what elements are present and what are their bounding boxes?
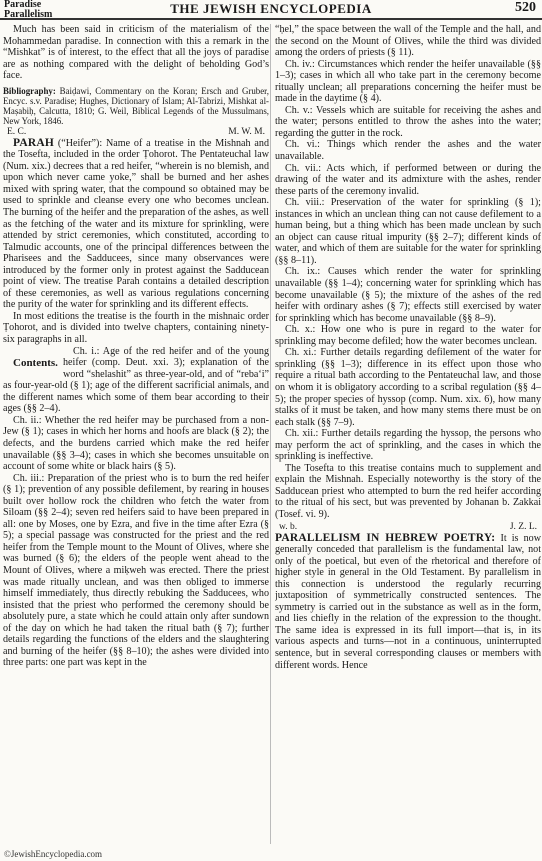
chapter-8 — [275, 197, 541, 266]
chapter-11-text: Further details regarding defilement of the water for sprinkling (§§ 1–3); difference in its effect upon those who require a ritual bath according to the Pentateuchal law, and those on whom it is obligatory according to a scribal regulation (§§ 4–5); the proper species of hyssop (comp. Num. xix. 6), how many stalks of it must be taken, and how many stems there must be on each stalk (§§ 7–9). — [275, 347, 541, 428]
chapter-4-label: Ch. iv.: — [285, 58, 315, 70]
chapter-7-label: Ch. vii.: — [285, 162, 322, 174]
chapter-6-text: Things which render the ashes and the water unavailable. — [275, 139, 541, 163]
bibliography-label: Bibliography: — [3, 85, 56, 96]
chapter-11-label: Ch. xi.: — [285, 347, 317, 359]
page-number: 520 — [515, 0, 536, 15]
chapter-4 — [275, 59, 541, 105]
signature-left: w. b. — [279, 521, 298, 532]
chapter-2 — [3, 415, 269, 473]
chapter-9 — [275, 266, 541, 324]
chapter-7 — [275, 163, 541, 198]
parah-intro — [3, 138, 269, 311]
chapter-12 — [275, 428, 541, 463]
header-rule — [0, 18, 542, 20]
chapter-3 — [3, 473, 269, 669]
publication-title: THE JEWISH ENCYCLOPEDIA — [170, 1, 372, 16]
left-column — [3, 24, 269, 844]
chapter-10-text: How one who is pure in regard to the water for sprinkling may become defiled; how the water becomes unclean. — [275, 324, 541, 347]
chapter-9-label: Ch. ix.: — [285, 266, 321, 278]
chapter-5 — [275, 105, 541, 140]
chapter-5-text: Vessels which are suitable for receiving the ashes and the water; persons entitled to throw the ashes into the water; regarding the gutter in the rock. — [275, 104, 541, 139]
chapter-12-text: Further details regarding the hyssop, the persons who may perform the act of sprinkling, and the cases in which the sprinkling is ineffective. — [275, 428, 541, 463]
chapter-12-label: Ch. xii.: — [285, 428, 319, 440]
parallelism-intro — [275, 533, 541, 672]
chapter-3-text: Preparation of the priest who is to burn the red heifer (§ 1); prevention of any possible defilement, by rearing in houses built over hollow rock the children who fetch the water from Siloam (§§ 2–4); seven red heifers said to have been prepared in all: one by Moses, one by Ezra, and five in the time after Ezra (§ 5); a special passage was constructed for the priest and the red heifer from the Temple mount to the Mount of Olives, where she was burned (§ 6); the elders of the people went ahead to the Mount of Olives, where a miḳweh was erected. There the priest was made ritually unclean, and was then obliged to immerse himself immediately, thus directly rebuking the Sadducees, who insisted that the priest who performed the ceremony should be absolutely pure, a state which he could attain only after sundown of the day on which he had taken the ritual bath (§ 7); further details regarding the functions of the elders and the slaughtering and burning of the heifer (§§ 8–10); the ashes were divided into three parts: one part was kept in the — [3, 472, 269, 669]
running-head-second: Parallelism — [4, 9, 53, 20]
chapter-8-text: Preservation of the water for sprinkling (§ 1); instances in which an unclean thing can not cause defilement to a human being, but a thing which has been made unclean by such an object can cause ritual impurity (§§ 2–7); different kinds of water, and which of them are suitable for the water for sprinkling (§§ 8–11). — [275, 197, 541, 266]
running-head-first: Paradise — [4, 0, 42, 10]
chapter-7-text: Acts which, if performed between or during the drawing of the water and its admixture with the ashes, render these parts of the ceremony invalid. — [275, 162, 541, 197]
parah-headword: PARAH — [13, 136, 55, 149]
right-column — [275, 24, 541, 844]
copyright-watermark: ©JewishEncyclopedia.com — [4, 849, 103, 859]
chapter-1-label: Ch. i.: — [73, 345, 100, 357]
chapter-6-label: Ch. vi.: — [285, 139, 320, 151]
column-divider — [270, 24, 271, 844]
chapter-9-text: Causes which render the water for sprinkling unavailable (§§ 1–4); concerning water for sprinkling which has become unavailable (§ 5); the mixture of the ashes of the red heifer with ordinary ashes (§ 7); effects still exercised by water for sprinkling which has become unavailable (§§ 8–9). — [275, 266, 541, 324]
chapter-5-label: Ch. v.: — [285, 104, 313, 116]
parah-body: (“Heifer”): Name of a treatise in the Mishnah and the Tosefta, included in the order Ṭohorot. The Pentateuchal law (Num. xix.) decrees that a red heifer, “wherein is no blemish, and upon which never came yoke,” shall be burned and her ashes mixed with spring water, that the compound so obtained may be used to sprinkle and cleanse every one who becomes unclean. The burning of the heifer and the preparation of the ashes, as well as the fetching of the water and its mixture for sprinkling, were attended by strict ceremonies, which constituted, according to Talmudic accounts, one of the principal differences between the Pharisees and the Sadducees, since many observances were introduced by the former only in protest against the Sadducean point of view. The treatise Parah contains a detailed description of these ceremonies, as well as various regulations concerning the purity of the water for sprinkling and its different effects. — [3, 137, 269, 311]
signature-right: J. Z. L. — [509, 521, 537, 532]
contents-sidehead: Contents. — [13, 356, 58, 369]
chapter-10 — [275, 324, 541, 347]
parah-order-paragraph: In most editions the treatise is the fourth in the mishnaic order Ṭohorot, and is divided into twelve chapters, containing ninety-six paragraphs in all. — [3, 310, 269, 346]
signature-left: E. C. — [7, 126, 27, 137]
chapter-1-text: Age of the red heifer and of the young heifer (comp. Deut. xxi. 3); explanation of the word “shelashit” as three-year-old, and of “reba‘i” as four-year-old (§ 1); age of the different sacrificial animals, and the different names which some of them bear according to their ages (§§ 2–4). — [3, 345, 269, 415]
chapter-2-label: Ch. ii.: — [13, 414, 42, 426]
chapter-1 — [3, 346, 269, 415]
paradise-closing-paragraph: Much has been said in criticism of the materialism of the Mohammedan paradise. In connection with this a remark in the “Mishkat” is of interest, to the effect that all the joys of paradise are as nothing compared with the delight of beholding God’s face. — [3, 24, 269, 82]
bibliography — [3, 86, 269, 126]
chapter-11 — [275, 347, 541, 428]
bibliography-text: Baiḍawi, Commentary on the Koran; Ersch and Gruber, Encyc. s.v. Paradise; Hughes, Dictionary of Islam; Al-Tabrizi, Mishkat al-Maṣabiḥ, Calcutta, 1810; G. Weil, Biblical Legends of the Mussulmans, New York, 1846. — [3, 85, 269, 126]
chapter-4-text: Circumstances which render the heifer unavailable (§§ 1–3); cases in which all who take part in the ceremony become ritually unclean; all preparations concerning the heifer must be made in the daytime (§ 4). — [275, 58, 541, 105]
chapter-2-text: Whether the red heifer may be purchased from a non-Jew (§ 1); cases in which her horns and hoofs are black (§ 2); the defects, and the burdens carried which make the red heifer unavailable (§§ 3–4); cases in which she becomes unsuitable on account of some white or black hairs (§ 5). — [3, 414, 269, 473]
parallelism-body: It is now generally conceded that parallelism is the fundamental law, not only of the poetical, but even of the rhetorical and therefore of higher style in general in the Old Testament. By parallelism in this connection is understood the regularly recurring juxtaposition of symmetrically constructed sentences. The symmetry is carried out in the substance as well as in the form, and lies chiefly in the relation of the expression to the thought. The same idea is expressed in its full import—that is, in its various aspects and turns—not in a continuous, uninterrupted sentence, but in several corresponding clauses or members with different words. Hence — [275, 532, 541, 671]
chapter-3-label: Ch. iii.: — [13, 472, 45, 484]
tosefta-paragraph: The Tosefta to this treatise contains much to supplement and explain the Mishnah. Especially noteworthy is the story of the Sadducean priest who attempted to burn the red heifer according to the ritual of his sect, but was prevented by Johanan b. Zakkai (Tosef. vi. 9). — [275, 462, 541, 520]
chapter-3-continued: “ḥel,” the space between the wall of the Temple and the hall, and the second on the Mount of Olives, while the third was divided among the orders of priests (§ 11). — [275, 24, 541, 59]
chapter-6 — [275, 139, 541, 162]
page-header — [0, 0, 542, 20]
signature-right: M. W. M. — [228, 126, 265, 137]
parallelism-headword: PARALLELISM IN HEBREW POETRY: — [275, 531, 496, 544]
chapter-8-label: Ch. viii.: — [285, 197, 325, 209]
chapter-10-label: Ch. x.: — [285, 324, 316, 336]
